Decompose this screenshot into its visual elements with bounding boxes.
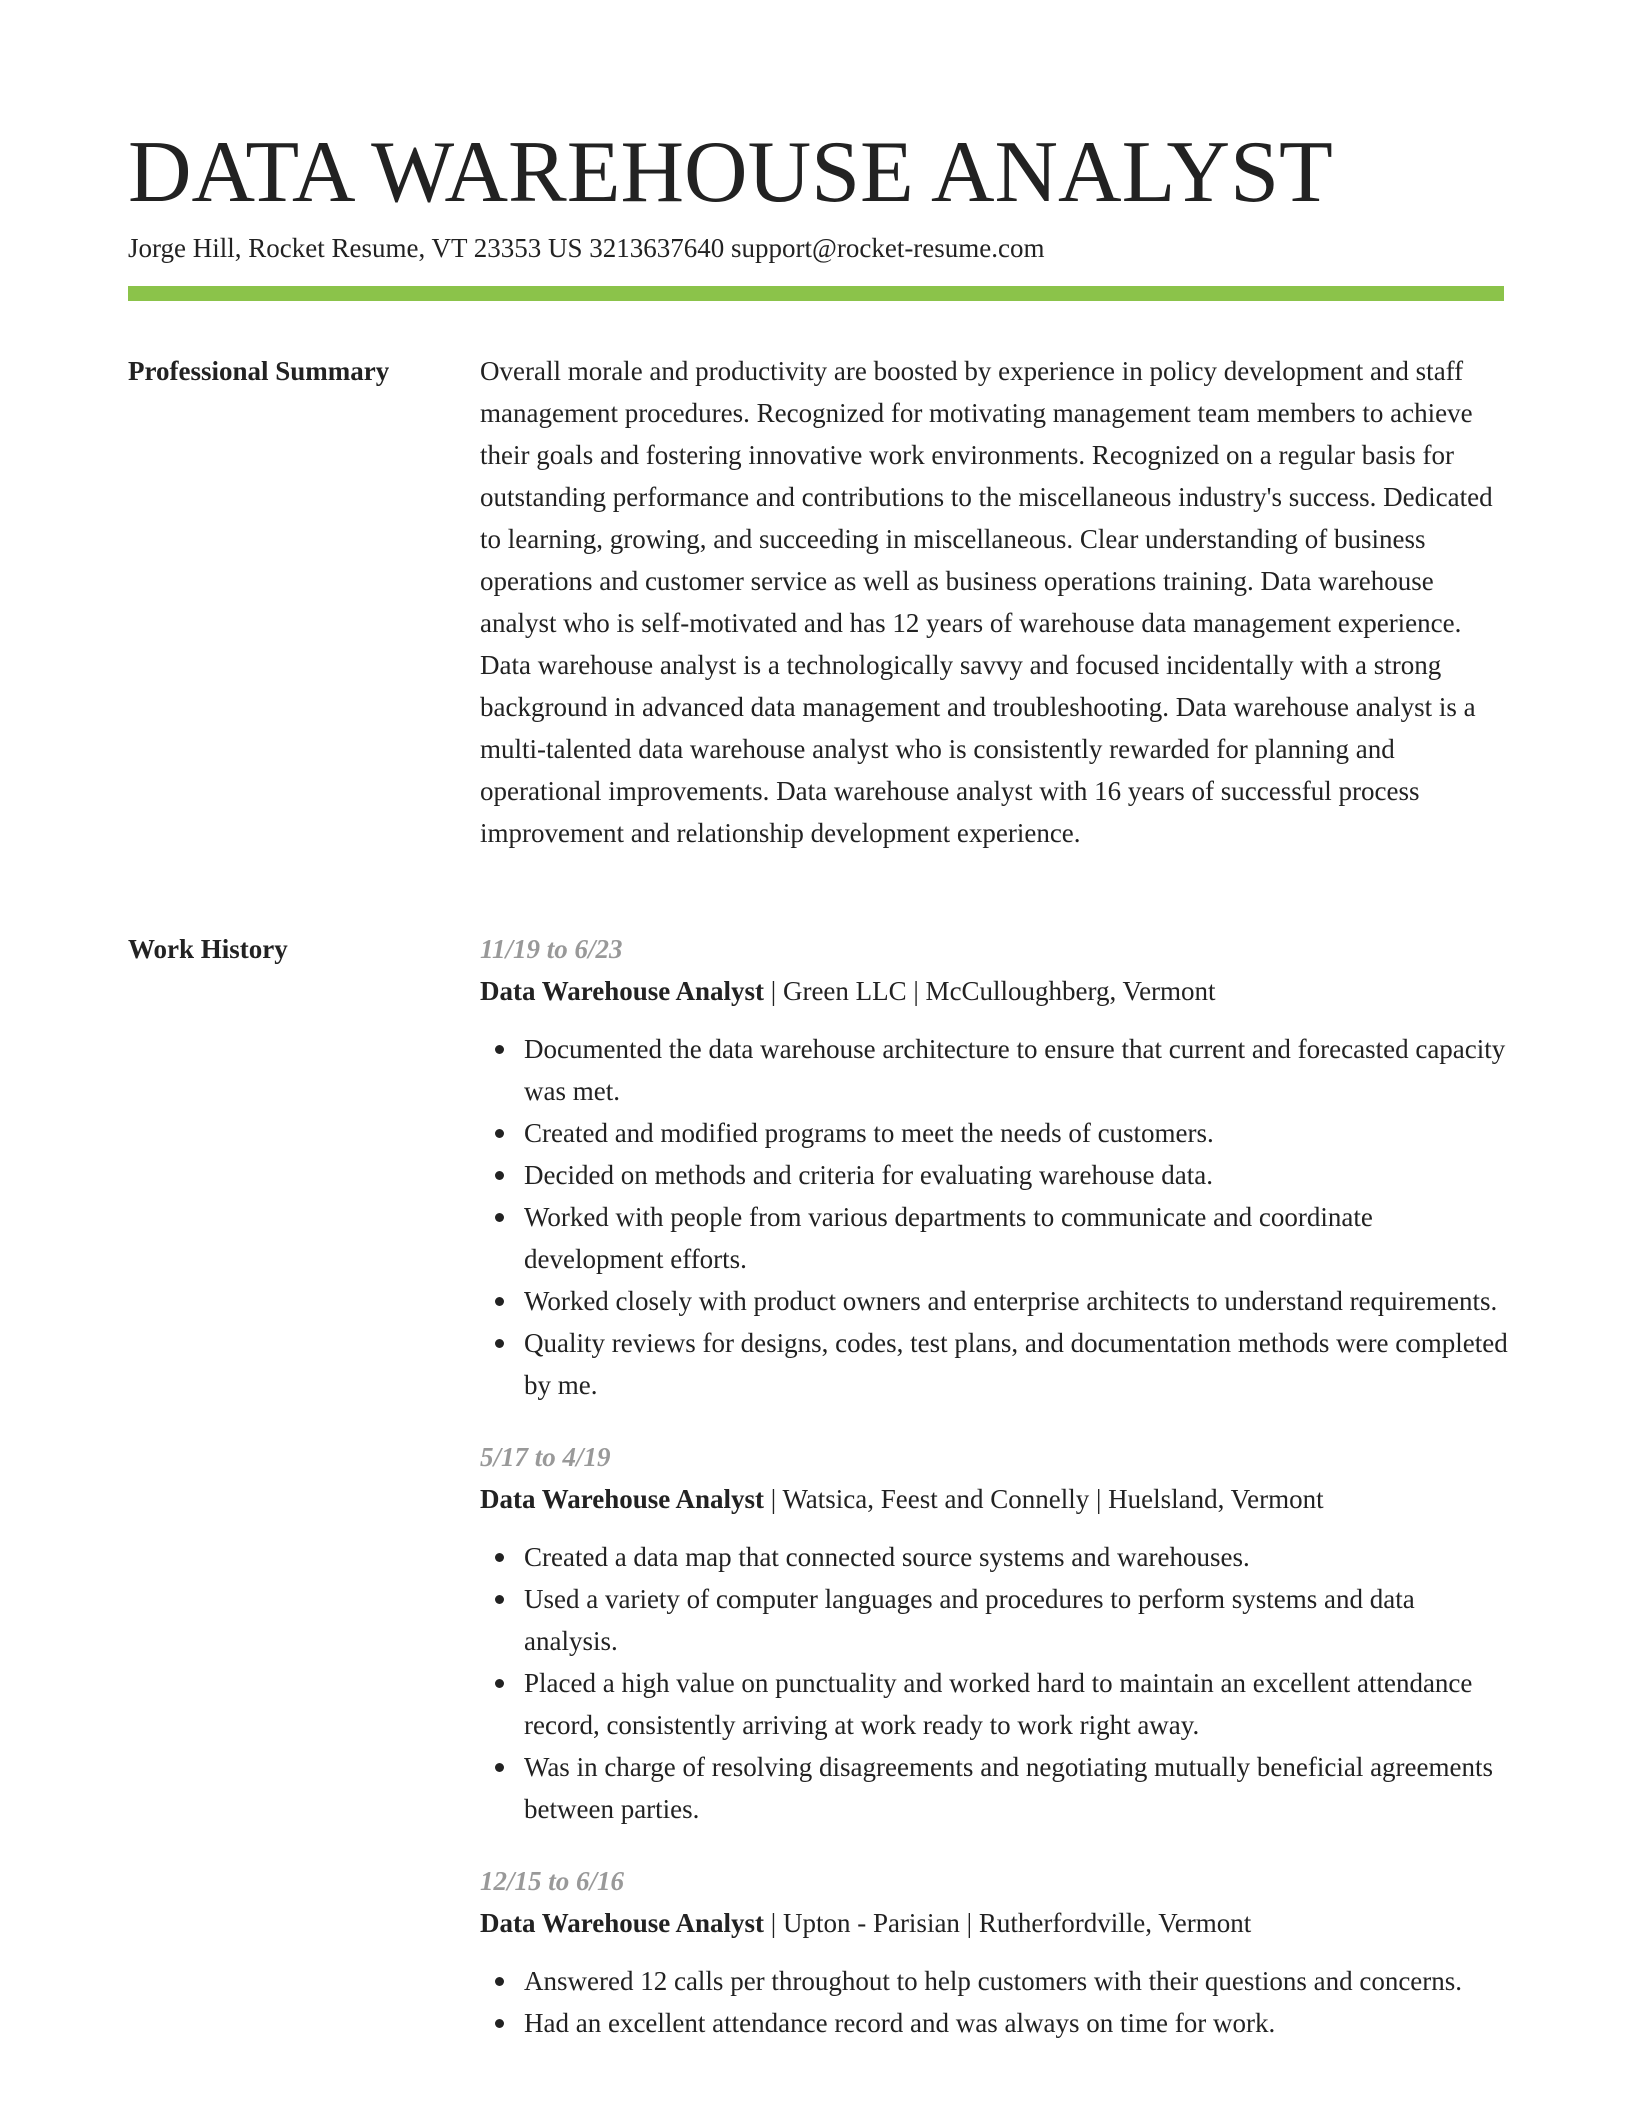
job-bullet: Worked closely with product owners and enterprise architects to understand requirements. bbox=[524, 1280, 1510, 1322]
job-entry bbox=[480, 928, 1510, 1406]
section-label-work-history: Work History bbox=[128, 934, 288, 964]
job-entry bbox=[480, 1860, 1510, 2044]
job-company-location: | Upton - Parisian | Rutherfordville, Vermont bbox=[764, 1908, 1252, 1938]
job-bullet: Documented the data warehouse architecture to ensure that current and forecasted capacity was met. bbox=[524, 1028, 1510, 1112]
job-bullet: Used a variety of computer languages and procedures to perform systems and data analysis. bbox=[524, 1578, 1510, 1662]
page-title: DATA WAREHOUSE ANALYST bbox=[128, 124, 1333, 221]
job-bullet: Had an excellent attendance record and was always on time for work. bbox=[524, 2002, 1510, 2044]
job-title-line bbox=[480, 1902, 1510, 1944]
job-title-line bbox=[480, 1478, 1510, 1520]
job-bullet: Placed a high value on punctuality and worked hard to maintain an excellent attendance record, consistently arriving at work ready to work right away. bbox=[524, 1662, 1510, 1746]
job-role: Data Warehouse Analyst bbox=[480, 1484, 765, 1514]
job-bullet-list bbox=[480, 1028, 1510, 1406]
summary-body bbox=[480, 350, 1510, 854]
header-divider bbox=[128, 286, 1504, 301]
summary-text: Overall morale and productivity are boosted by experience in policy development and staff management procedures. Recognized for motivating management team members to achieve their goals and fostering innovative work environments. Recognized on a regular basis for outstanding performance and contributions to the miscellaneous industry's success. Dedicated to learning, growing, and succeeding in miscellaneous. Clear understanding of business operations and customer service as well as business operations training. Data warehouse analyst who is self-motivated and has 12 years of warehouse data management experience. Data warehouse analyst is a technologically savvy and focused incidentally with a strong background in advanced data management and troubleshooting. Data warehouse analyst is a multi-talented data warehouse analyst who is consistently rewarded for planning and operational improvements. Data warehouse analyst with 16 years of successful process improvement and relationship development experience. bbox=[480, 356, 1493, 848]
job-dates: 11/19 to 6/23 bbox=[480, 934, 623, 964]
job-bullet: Was in charge of resolving disagreements and negotiating mutually beneficial agreements between parties. bbox=[524, 1746, 1510, 1830]
job-bullet: Quality reviews for designs, codes, test plans, and documentation methods were completed by me. bbox=[524, 1322, 1510, 1406]
job-bullet: Created and modified programs to meet the needs of customers. bbox=[524, 1112, 1510, 1154]
job-bullet-list bbox=[480, 1536, 1510, 1830]
job-bullet-list bbox=[480, 1960, 1510, 2044]
work-history-body bbox=[480, 928, 1510, 2074]
job-bullet: Created a data map that connected source systems and warehouses. bbox=[524, 1536, 1510, 1578]
job-entry bbox=[480, 1436, 1510, 1830]
job-dates: 5/17 to 4/19 bbox=[480, 1442, 611, 1472]
job-company-location: | Green LLC | McCulloughberg, Vermont bbox=[764, 976, 1216, 1006]
job-bullet: Worked with people from various departments to communicate and coordinate development efforts. bbox=[524, 1196, 1510, 1280]
job-role: Data Warehouse Analyst bbox=[480, 976, 765, 1006]
section-label-summary: Professional Summary bbox=[128, 356, 390, 386]
job-title-line bbox=[480, 970, 1510, 1012]
job-role: Data Warehouse Analyst bbox=[480, 1908, 765, 1938]
contact-line: Jorge Hill, Rocket Resume, VT 23353 US 3213637640 support@rocket-resume.com bbox=[128, 233, 1045, 263]
job-bullet: Decided on methods and criteria for evaluating warehouse data. bbox=[524, 1154, 1510, 1196]
job-dates: 12/15 to 6/16 bbox=[480, 1866, 625, 1896]
job-company-location: | Watsica, Feest and Connelly | Huelsland, Vermont bbox=[764, 1484, 1324, 1514]
job-bullet: Answered 12 calls per throughout to help customers with their questions and concerns. bbox=[524, 1960, 1510, 2002]
